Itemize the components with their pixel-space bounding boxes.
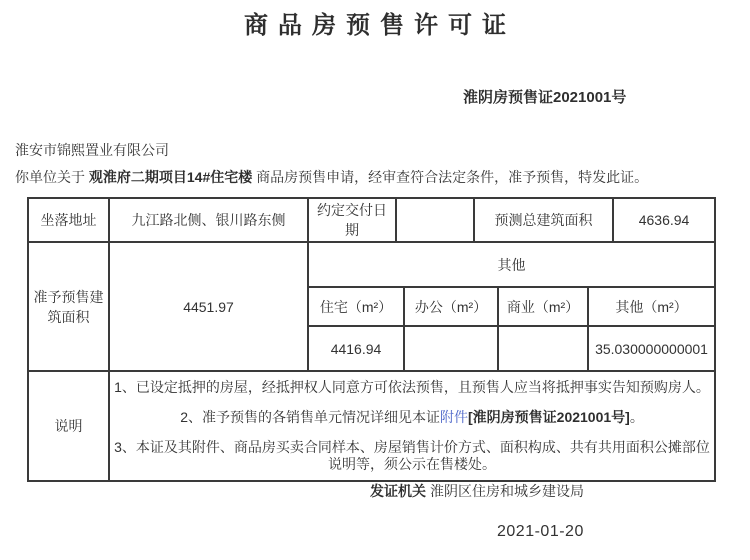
notes-content (109, 371, 715, 481)
page-title: 商品房预售许可证 (244, 12, 516, 39)
issuer-name: 淮阴区住房和城乡建设局 (430, 483, 584, 499)
approved-area-value: 4451.97 (109, 242, 308, 371)
other-group-header: 其他 (308, 242, 715, 287)
issuer-line (370, 481, 584, 501)
location-label: 坐落地址 (28, 198, 109, 242)
table-row (28, 198, 715, 242)
note-2-suffix: 。 (629, 408, 644, 425)
breakdown-header-commercial: 商业（m²） (498, 287, 588, 326)
notes-label: 说明 (28, 371, 109, 481)
table-row (28, 242, 715, 287)
breakdown-value-commercial (498, 326, 588, 371)
approved-area-label: 准予预售建筑面积 (28, 242, 109, 371)
forecast-area-value: 4636.94 (613, 198, 715, 242)
issuer-label: 发证机关 (370, 483, 426, 499)
note-item-3: 3、本证及其附件、商品房买卖合同样本、房屋销售计价方式、面积构成、共有共用面积公摊部位说明等，须公示在售楼处。 (114, 439, 710, 473)
company-name: 淮安市锦熙置业有限公司 (15, 142, 169, 158)
delivery-date-label: 约定交付日期 (308, 198, 396, 242)
project-name: 观淮府二期项目14#住宅楼 (88, 169, 253, 185)
breakdown-value-other: 35.030000000001 (588, 326, 715, 371)
note-item-2 (112, 409, 712, 426)
table-row (28, 371, 715, 481)
permit-table (27, 197, 716, 482)
breakdown-header-residential: 住宅（m²） (308, 287, 404, 326)
issue-date: 2021-01-20 (497, 523, 584, 540)
breakdown-header-office: 办公（m²） (404, 287, 498, 326)
forecast-area-label: 预测总建筑面积 (474, 198, 613, 242)
location-value: 九江路北侧、银川路东侧 (109, 198, 308, 242)
intro-prefix: 你单位关于 (15, 169, 89, 185)
note-2-prefix: 2、准予预售的各销售单元情况详细见本证 (180, 408, 440, 425)
breakdown-value-office (404, 326, 498, 371)
intro-suffix: 商品房预售申请，经审查符合法定条件，准予预售，特发此证。 (252, 169, 649, 185)
breakdown-value-residential: 4416.94 (308, 326, 404, 371)
breakdown-header-other: 其他（m²） (588, 287, 715, 326)
intro-paragraph (15, 167, 735, 187)
delivery-date-value (396, 198, 474, 242)
attachment-link[interactable]: 附件 (440, 408, 468, 425)
certificate-number: 淮阴房预售证2021001号 (463, 89, 627, 106)
note-item-1: 1、已设定抵押的房屋，经抵押权人同意方可依法预售，且预售人应当将抵押事实告知预购房人。 (114, 378, 710, 395)
note-2-cert-ref: [淮阴房预售证2021001号] (468, 408, 630, 425)
